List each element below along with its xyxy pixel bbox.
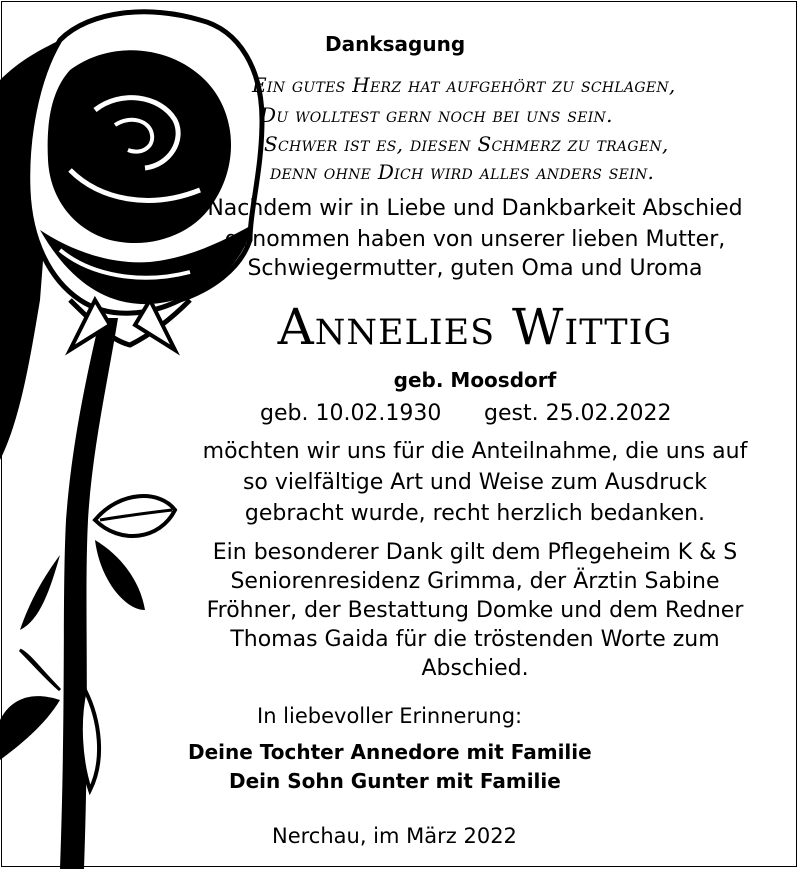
poem-line: denn ohne Dich wird alles anders sein.: [270, 160, 655, 184]
closing-line: In liebevoller Erinnerung:: [257, 704, 523, 728]
special-thanks-line: Thomas Gaida für die tröstenden Worte zum: [230, 627, 720, 652]
special-thanks-line: Seniorenresidenz Grimma, der Ärztin Sabine: [230, 569, 720, 594]
intro-line: genommen haben von unserer lieben Mutter,: [224, 227, 726, 252]
special-thanks-line: Abschied.: [421, 656, 529, 681]
special-thanks-line: Ein besonderer Dank gilt dem Pflegeheim K & S: [212, 540, 738, 565]
birth-date: geb. 10.02.1930: [260, 401, 442, 426]
deceased-name: Annelies Wittig: [277, 298, 673, 356]
maiden-name: geb. Moosdorf: [393, 368, 557, 392]
heading: Danksagung: [325, 32, 466, 56]
signature-line: [0, 740, 800, 764]
signature-line: Dein Sohn Gunter mit Familie: [229, 769, 561, 793]
poem-line: Du wolltest gern noch bei uns sein.: [260, 103, 613, 127]
signature-text: Deine Tochter Annedore mit Familie: [188, 740, 592, 764]
intro-line: Schwiegermutter, guten Oma und Uroma: [247, 256, 703, 281]
poem-line: Ein gutes Herz hat aufgehört zu schlagen,: [252, 73, 676, 97]
thanks-line: gebracht wurde, recht herzlich bedanken.: [244, 501, 706, 526]
intro-line: Nachdem wir in Liebe und Dankbarkeit Abschied: [207, 196, 743, 221]
thanks-line: so vielfältige Art und Weise zum Ausdruck: [242, 470, 708, 495]
poem-line: Schwer ist es, diesen Schmerz zu tragen,: [264, 132, 669, 156]
place-date: Nerchau, im März 2022: [272, 824, 517, 848]
special-thanks-line: Fröhner, der Bestattung Domke und dem Redner: [206, 598, 744, 623]
thanks-line: möchten wir uns für die Anteilnahme, die uns auf: [202, 439, 748, 464]
death-date: gest. 25.02.2022: [484, 401, 672, 426]
